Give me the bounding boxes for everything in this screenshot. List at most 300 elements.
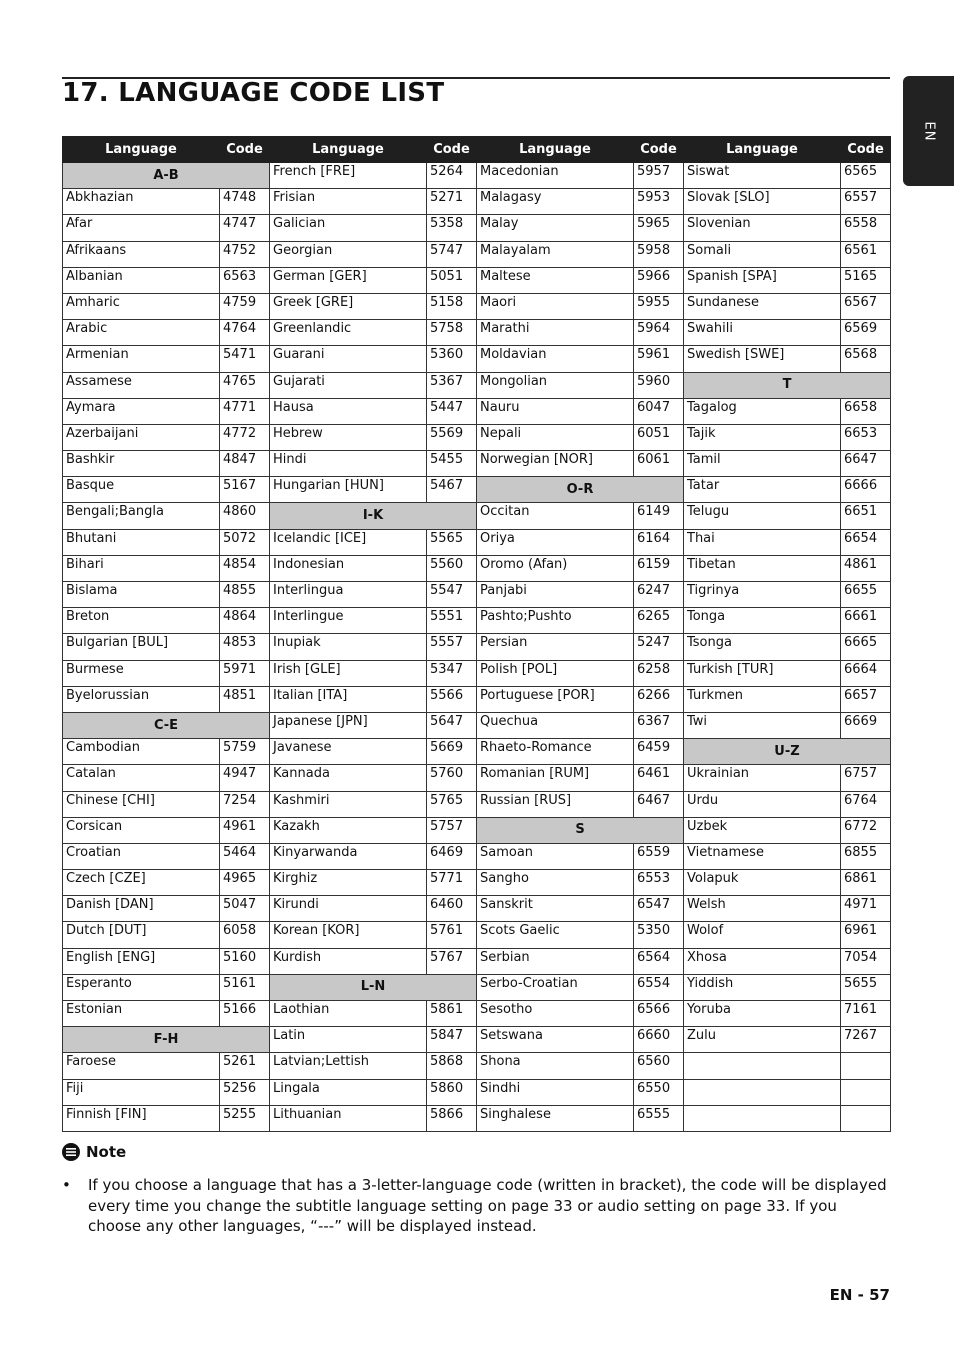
language-code-cell: 7254 [220, 791, 270, 817]
language-code-cell: 5964 [634, 320, 684, 346]
language-name-cell: Sesotho [477, 1001, 634, 1027]
language-code-cell: 5747 [427, 241, 477, 267]
language-name-cell: Thai [684, 529, 841, 555]
language-code-cell: 6555 [634, 1105, 684, 1131]
table-row [63, 293, 891, 319]
language-code-cell: 6461 [634, 765, 684, 791]
language-code-cell: 5847 [427, 1027, 477, 1053]
language-code-cell: 6660 [634, 1027, 684, 1053]
language-name-cell: Swedish [SWE] [684, 346, 841, 372]
column-header-language: Language [270, 137, 427, 163]
table-row [63, 896, 891, 922]
column-header-language: Language [63, 137, 220, 163]
language-code-cell: 7267 [841, 1027, 891, 1053]
language-code-cell: 5758 [427, 320, 477, 346]
column-header-code: Code [634, 137, 684, 163]
language-code-cell: 6047 [634, 398, 684, 424]
language-name-cell: Malay [477, 215, 634, 241]
note-text: If you choose a language that has a 3-letter-language code (written in bracket), the code will be displayed every time you change the subtitle language setting on page 33 or audio setting on page 33. If you choose any other languages, “---” will be displayed instead. [88, 1176, 887, 1235]
language-code-cell: 6654 [841, 529, 891, 555]
note-heading-label: Note [86, 1143, 127, 1161]
language-code-cell: 5965 [634, 215, 684, 241]
language-name-cell: Basque [63, 477, 220, 503]
language-code-cell: 5958 [634, 241, 684, 267]
language-name-cell: Bashkir [63, 451, 220, 477]
language-code-cell: 5256 [220, 1079, 270, 1105]
language-name-cell: Icelandic [ICE] [270, 529, 427, 555]
language-code-cell [841, 1079, 891, 1105]
language-code-cell: 6657 [841, 686, 891, 712]
language-code-cell: 6266 [634, 686, 684, 712]
language-name-cell: Tibetan [684, 555, 841, 581]
column-header-language: Language [684, 137, 841, 163]
language-code-cell: 5464 [220, 843, 270, 869]
language-name-cell: Marathi [477, 320, 634, 346]
language-code-cell: 5655 [841, 974, 891, 1000]
language-name-cell: Aymara [63, 398, 220, 424]
language-name-cell: Korean [KOR] [270, 922, 427, 948]
language-code-table [62, 136, 891, 1132]
language-code-cell: 5860 [427, 1079, 477, 1105]
language-name-cell: Hebrew [270, 424, 427, 450]
table-row [63, 1001, 891, 1027]
language-code-cell: 6561 [841, 241, 891, 267]
language-code-cell: 6961 [841, 922, 891, 948]
language-code-cell: 5264 [427, 163, 477, 189]
language-name-cell: Tonga [684, 608, 841, 634]
language-name-cell [684, 1053, 841, 1079]
language-code-cell: 4961 [220, 817, 270, 843]
language-name-cell: Breton [63, 608, 220, 634]
language-code-cell: 5166 [220, 1001, 270, 1027]
language-code-cell: 5565 [427, 529, 477, 555]
table-row [63, 1105, 891, 1131]
note-section [62, 1143, 890, 1237]
language-name-cell: Malayalam [477, 241, 634, 267]
language-name-cell: Yoruba [684, 1001, 841, 1027]
language-name-cell: Faroese [63, 1053, 220, 1079]
bullet-glyph: • [62, 1176, 71, 1194]
language-name-cell: Mongolian [477, 372, 634, 398]
table-row [63, 660, 891, 686]
language-name-cell: Catalan [63, 765, 220, 791]
language-code-cell: 5868 [427, 1053, 477, 1079]
language-code-cell: 5467 [427, 477, 477, 503]
language-name-cell: Sangho [477, 870, 634, 896]
language-code-cell: 5447 [427, 398, 477, 424]
language-name-cell: Abkhazian [63, 189, 220, 215]
language-name-cell: Pashto;Pushto [477, 608, 634, 634]
column-header-code: Code [841, 137, 891, 163]
language-code-cell: 5861 [427, 1001, 477, 1027]
language-name-cell: Singhalese [477, 1105, 634, 1131]
column-header-code: Code [427, 137, 477, 163]
language-code-cell: 5360 [427, 346, 477, 372]
language-name-cell: Persian [477, 634, 634, 660]
language-name-cell: Greenlandic [270, 320, 427, 346]
language-code-cell: 5072 [220, 529, 270, 555]
table-row [63, 608, 891, 634]
table-row [63, 1027, 891, 1053]
language-name-cell [684, 1079, 841, 1105]
language-name-cell: Oromo (Afan) [477, 555, 634, 581]
language-code-cell: 5167 [220, 477, 270, 503]
language-code-cell: 5757 [427, 817, 477, 843]
language-name-cell: Georgian [270, 241, 427, 267]
language-name-cell: Galician [270, 215, 427, 241]
language-name-cell: Interlingua [270, 582, 427, 608]
language-name-cell: Sundanese [684, 293, 841, 319]
language-name-cell: Vietnamese [684, 843, 841, 869]
language-code-cell: 5247 [634, 634, 684, 660]
language-name-cell: Quechua [477, 712, 634, 738]
language-name-cell: Urdu [684, 791, 841, 817]
language-code-cell: 4847 [220, 451, 270, 477]
language-name-cell: Scots Gaelic [477, 922, 634, 948]
language-name-cell: Byelorussian [63, 686, 220, 712]
language-code-cell: 5051 [427, 267, 477, 293]
language-name-cell: Bulgarian [BUL] [63, 634, 220, 660]
section-header: T [684, 372, 891, 398]
language-name-cell: Amharic [63, 293, 220, 319]
language-code-cell: 5955 [634, 293, 684, 319]
language-code-cell: 4765 [220, 372, 270, 398]
language-code-cell: 5160 [220, 948, 270, 974]
page-number: EN - 57 [829, 1286, 890, 1304]
section-header: L-N [270, 974, 477, 1000]
note-icon [62, 1143, 80, 1161]
language-name-cell: English [ENG] [63, 948, 220, 974]
language-code-cell: 6061 [634, 451, 684, 477]
language-name-cell: Bhutani [63, 529, 220, 555]
language-code-cell: 6655 [841, 582, 891, 608]
language-code-cell: 6554 [634, 974, 684, 1000]
language-code-cell: 4853 [220, 634, 270, 660]
section-header: A-B [63, 163, 270, 189]
language-code-cell: 5551 [427, 608, 477, 634]
language-name-cell: Tamil [684, 451, 841, 477]
language-name-cell: Bihari [63, 555, 220, 581]
language-name-cell: Cambodian [63, 739, 220, 765]
language-code-cell: 6565 [841, 163, 891, 189]
language-name-cell: Somali [684, 241, 841, 267]
language-code-cell: 6459 [634, 739, 684, 765]
language-name-cell: Chinese [CHI] [63, 791, 220, 817]
table-row [63, 843, 891, 869]
language-name-cell: Interlingue [270, 608, 427, 634]
language-name-cell: Spanish [SPA] [684, 267, 841, 293]
language-code-cell: 6772 [841, 817, 891, 843]
language-code-cell: 4864 [220, 608, 270, 634]
language-code-cell: 6661 [841, 608, 891, 634]
language-name-cell: Romanian [RUM] [477, 765, 634, 791]
language-code-cell: 6647 [841, 451, 891, 477]
language-name-cell: Kirundi [270, 896, 427, 922]
language-code-cell: 4764 [220, 320, 270, 346]
language-name-cell: Moldavian [477, 346, 634, 372]
language-code-cell: 5161 [220, 974, 270, 1000]
language-name-cell: Hausa [270, 398, 427, 424]
section-header: C-E [63, 712, 270, 738]
language-code-cell: 6051 [634, 424, 684, 450]
language-name-cell: Danish [DAN] [63, 896, 220, 922]
section-header: U-Z [684, 739, 891, 765]
language-code-cell: 6569 [841, 320, 891, 346]
language-code-cell: 6247 [634, 582, 684, 608]
language-name-cell: Italian [ITA] [270, 686, 427, 712]
language-code-cell: 5759 [220, 739, 270, 765]
language-name-cell: Zulu [684, 1027, 841, 1053]
language-code-cell: 6550 [634, 1079, 684, 1105]
table-body [63, 163, 891, 1132]
language-name-cell: Maltese [477, 267, 634, 293]
language-name-cell: Kannada [270, 765, 427, 791]
language-name-cell: Corsican [63, 817, 220, 843]
language-code-cell: 6563 [220, 267, 270, 293]
table-row [63, 686, 891, 712]
language-code-cell: 6757 [841, 765, 891, 791]
language-code-cell: 5866 [427, 1105, 477, 1131]
language-code-cell: 6558 [841, 215, 891, 241]
language-name-cell: Assamese [63, 372, 220, 398]
language-code-cell: 6653 [841, 424, 891, 450]
table-row [63, 1079, 891, 1105]
language-code-cell: 6664 [841, 660, 891, 686]
language-name-cell: Turkish [TUR] [684, 660, 841, 686]
language-code-cell: 5765 [427, 791, 477, 817]
language-name-cell: Swahili [684, 320, 841, 346]
language-name-cell: Rhaeto-Romance [477, 739, 634, 765]
language-code-cell: 5165 [841, 267, 891, 293]
language-name-cell: Polish [POL] [477, 660, 634, 686]
language-code-cell: 6566 [634, 1001, 684, 1027]
page-title: 17. LANGUAGE CODE LIST [62, 78, 445, 108]
language-code-cell: 5971 [220, 660, 270, 686]
language-name-cell: Ukrainian [684, 765, 841, 791]
language-name-cell: Finnish [FIN] [63, 1105, 220, 1131]
language-code-cell: 5669 [427, 739, 477, 765]
table-row [63, 346, 891, 372]
language-name-cell: Frisian [270, 189, 427, 215]
table-row [63, 634, 891, 660]
language-name-cell: Burmese [63, 660, 220, 686]
language-name-cell: Latin [270, 1027, 427, 1053]
table-row [63, 163, 891, 189]
language-code-cell: 5560 [427, 555, 477, 581]
language-code-cell: 6855 [841, 843, 891, 869]
language-code-cell: 5557 [427, 634, 477, 660]
language-code-cell: 6665 [841, 634, 891, 660]
language-code-cell: 6460 [427, 896, 477, 922]
language-code-cell: 6861 [841, 870, 891, 896]
language-name-cell: Azerbaijani [63, 424, 220, 450]
language-code-cell: 6159 [634, 555, 684, 581]
language-code-cell: 4759 [220, 293, 270, 319]
section-header: F-H [63, 1027, 270, 1053]
language-name-cell: Kinyarwanda [270, 843, 427, 869]
table-row [63, 477, 891, 503]
language-code-cell: 6058 [220, 922, 270, 948]
language-name-cell: Czech [CZE] [63, 870, 220, 896]
table-row [63, 555, 891, 581]
language-code-cell: 4771 [220, 398, 270, 424]
language-code-cell [841, 1053, 891, 1079]
language-code-cell [841, 1105, 891, 1131]
language-name-cell: Kashmiri [270, 791, 427, 817]
language-name-cell: Maori [477, 293, 634, 319]
table-row [63, 817, 891, 843]
language-code-cell: 5760 [427, 765, 477, 791]
language-name-cell: Afar [63, 215, 220, 241]
language-name-cell: Hungarian [HUN] [270, 477, 427, 503]
table-row [63, 948, 891, 974]
language-code-cell: 4855 [220, 582, 270, 608]
language-code-cell: 6367 [634, 712, 684, 738]
language-code-cell: 6568 [841, 346, 891, 372]
table-row [63, 398, 891, 424]
language-code-cell: 6764 [841, 791, 891, 817]
language-name-cell: Samoan [477, 843, 634, 869]
language-code-cell: 5957 [634, 163, 684, 189]
language-code-cell: 5271 [427, 189, 477, 215]
language-code-cell: 4748 [220, 189, 270, 215]
language-name-cell: Guarani [270, 346, 427, 372]
language-code-cell: 5471 [220, 346, 270, 372]
language-code-cell: 6469 [427, 843, 477, 869]
language-name-cell: Kurdish [270, 948, 427, 974]
language-name-cell: Lithuanian [270, 1105, 427, 1131]
language-name-cell: Welsh [684, 896, 841, 922]
table-row [63, 503, 891, 529]
language-name-cell: Greek [GRE] [270, 293, 427, 319]
language-name-cell: Sanskrit [477, 896, 634, 922]
language-name-cell: Arabic [63, 320, 220, 346]
language-name-cell: Albanian [63, 267, 220, 293]
table-header-row [63, 137, 891, 163]
section-header: S [477, 817, 684, 843]
language-name-cell: Fiji [63, 1079, 220, 1105]
language-name-cell: Bengali;Bangla [63, 503, 220, 529]
language-name-cell: Twi [684, 712, 841, 738]
language-code-cell: 6547 [634, 896, 684, 922]
language-code-cell: 6467 [634, 791, 684, 817]
language-code-cell: 6164 [634, 529, 684, 555]
language-code-cell: 6560 [634, 1053, 684, 1079]
table-row [63, 739, 891, 765]
table-row [63, 424, 891, 450]
language-code-cell: 6658 [841, 398, 891, 424]
table-row [63, 974, 891, 1000]
language-name-cell: Serbian [477, 948, 634, 974]
language-name-cell: Kazakh [270, 817, 427, 843]
language-code-cell: 4947 [220, 765, 270, 791]
language-name-cell: Armenian [63, 346, 220, 372]
language-code-cell: 5367 [427, 372, 477, 398]
language-name-cell: Xhosa [684, 948, 841, 974]
language-name-cell: Hindi [270, 451, 427, 477]
language-name-cell: Shona [477, 1053, 634, 1079]
language-code-cell: 6564 [634, 948, 684, 974]
column-header-language: Language [477, 137, 634, 163]
table-row [63, 241, 891, 267]
table-row [63, 267, 891, 293]
language-name-cell: Sindhi [477, 1079, 634, 1105]
language-code-cell: 5358 [427, 215, 477, 241]
language-name-cell: Slovenian [684, 215, 841, 241]
table-row [63, 451, 891, 477]
language-code-cell: 6258 [634, 660, 684, 686]
language-name-cell: Turkmen [684, 686, 841, 712]
language-code-cell: 5455 [427, 451, 477, 477]
language-name-cell: Russian [RUS] [477, 791, 634, 817]
language-code-cell: 5767 [427, 948, 477, 974]
language-name-cell: Volapuk [684, 870, 841, 896]
language-code-cell: 7161 [841, 1001, 891, 1027]
language-code-cell: 5960 [634, 372, 684, 398]
language-name-cell: Tsonga [684, 634, 841, 660]
language-name-cell: Latvian;Lettish [270, 1053, 427, 1079]
language-name-cell: Gujarati [270, 372, 427, 398]
language-code-cell: 6559 [634, 843, 684, 869]
language-code-cell: 5347 [427, 660, 477, 686]
language-name-cell: Tagalog [684, 398, 841, 424]
language-name-cell: Kirghiz [270, 870, 427, 896]
language-code-cell: 4752 [220, 241, 270, 267]
language-name-cell: Malagasy [477, 189, 634, 215]
section-header: O-R [477, 477, 684, 503]
language-name-cell: German [GER] [270, 267, 427, 293]
language-name-cell: Nauru [477, 398, 634, 424]
language-name-cell: Afrikaans [63, 241, 220, 267]
column-header-code: Code [220, 137, 270, 163]
language-code-cell: 6557 [841, 189, 891, 215]
language-name-cell: Portuguese [POR] [477, 686, 634, 712]
language-code-cell: 4971 [841, 896, 891, 922]
language-name-cell: Indonesian [270, 555, 427, 581]
language-side-tab-label: EN [920, 121, 936, 141]
language-name-cell: Macedonian [477, 163, 634, 189]
language-code-cell: 5761 [427, 922, 477, 948]
language-name-cell: French [FRE] [270, 163, 427, 189]
language-name-cell: Laothian [270, 1001, 427, 1027]
language-code-cell: 5569 [427, 424, 477, 450]
language-name-cell: Estonian [63, 1001, 220, 1027]
table-row [63, 791, 891, 817]
language-name-cell: Occitan [477, 503, 634, 529]
language-code-cell: 6265 [634, 608, 684, 634]
table-row [63, 870, 891, 896]
language-code-cell: 5647 [427, 712, 477, 738]
language-name-cell: Norwegian [NOR] [477, 451, 634, 477]
section-header: I-K [270, 503, 477, 529]
table-row [63, 1053, 891, 1079]
language-code-cell: 6553 [634, 870, 684, 896]
language-code-cell: 6149 [634, 503, 684, 529]
language-side-tab [903, 76, 954, 186]
language-name-cell: Irish [GLE] [270, 660, 427, 686]
language-name-cell: Inupiak [270, 634, 427, 660]
language-name-cell: Wolof [684, 922, 841, 948]
language-name-cell: Esperanto [63, 974, 220, 1000]
table-row [63, 372, 891, 398]
language-code-cell: 5158 [427, 293, 477, 319]
language-code-cell: 5966 [634, 267, 684, 293]
language-code-cell: 6669 [841, 712, 891, 738]
table-row [63, 922, 891, 948]
language-code-cell: 6651 [841, 503, 891, 529]
language-name-cell: Bislama [63, 582, 220, 608]
language-name-cell: Dutch [DUT] [63, 922, 220, 948]
